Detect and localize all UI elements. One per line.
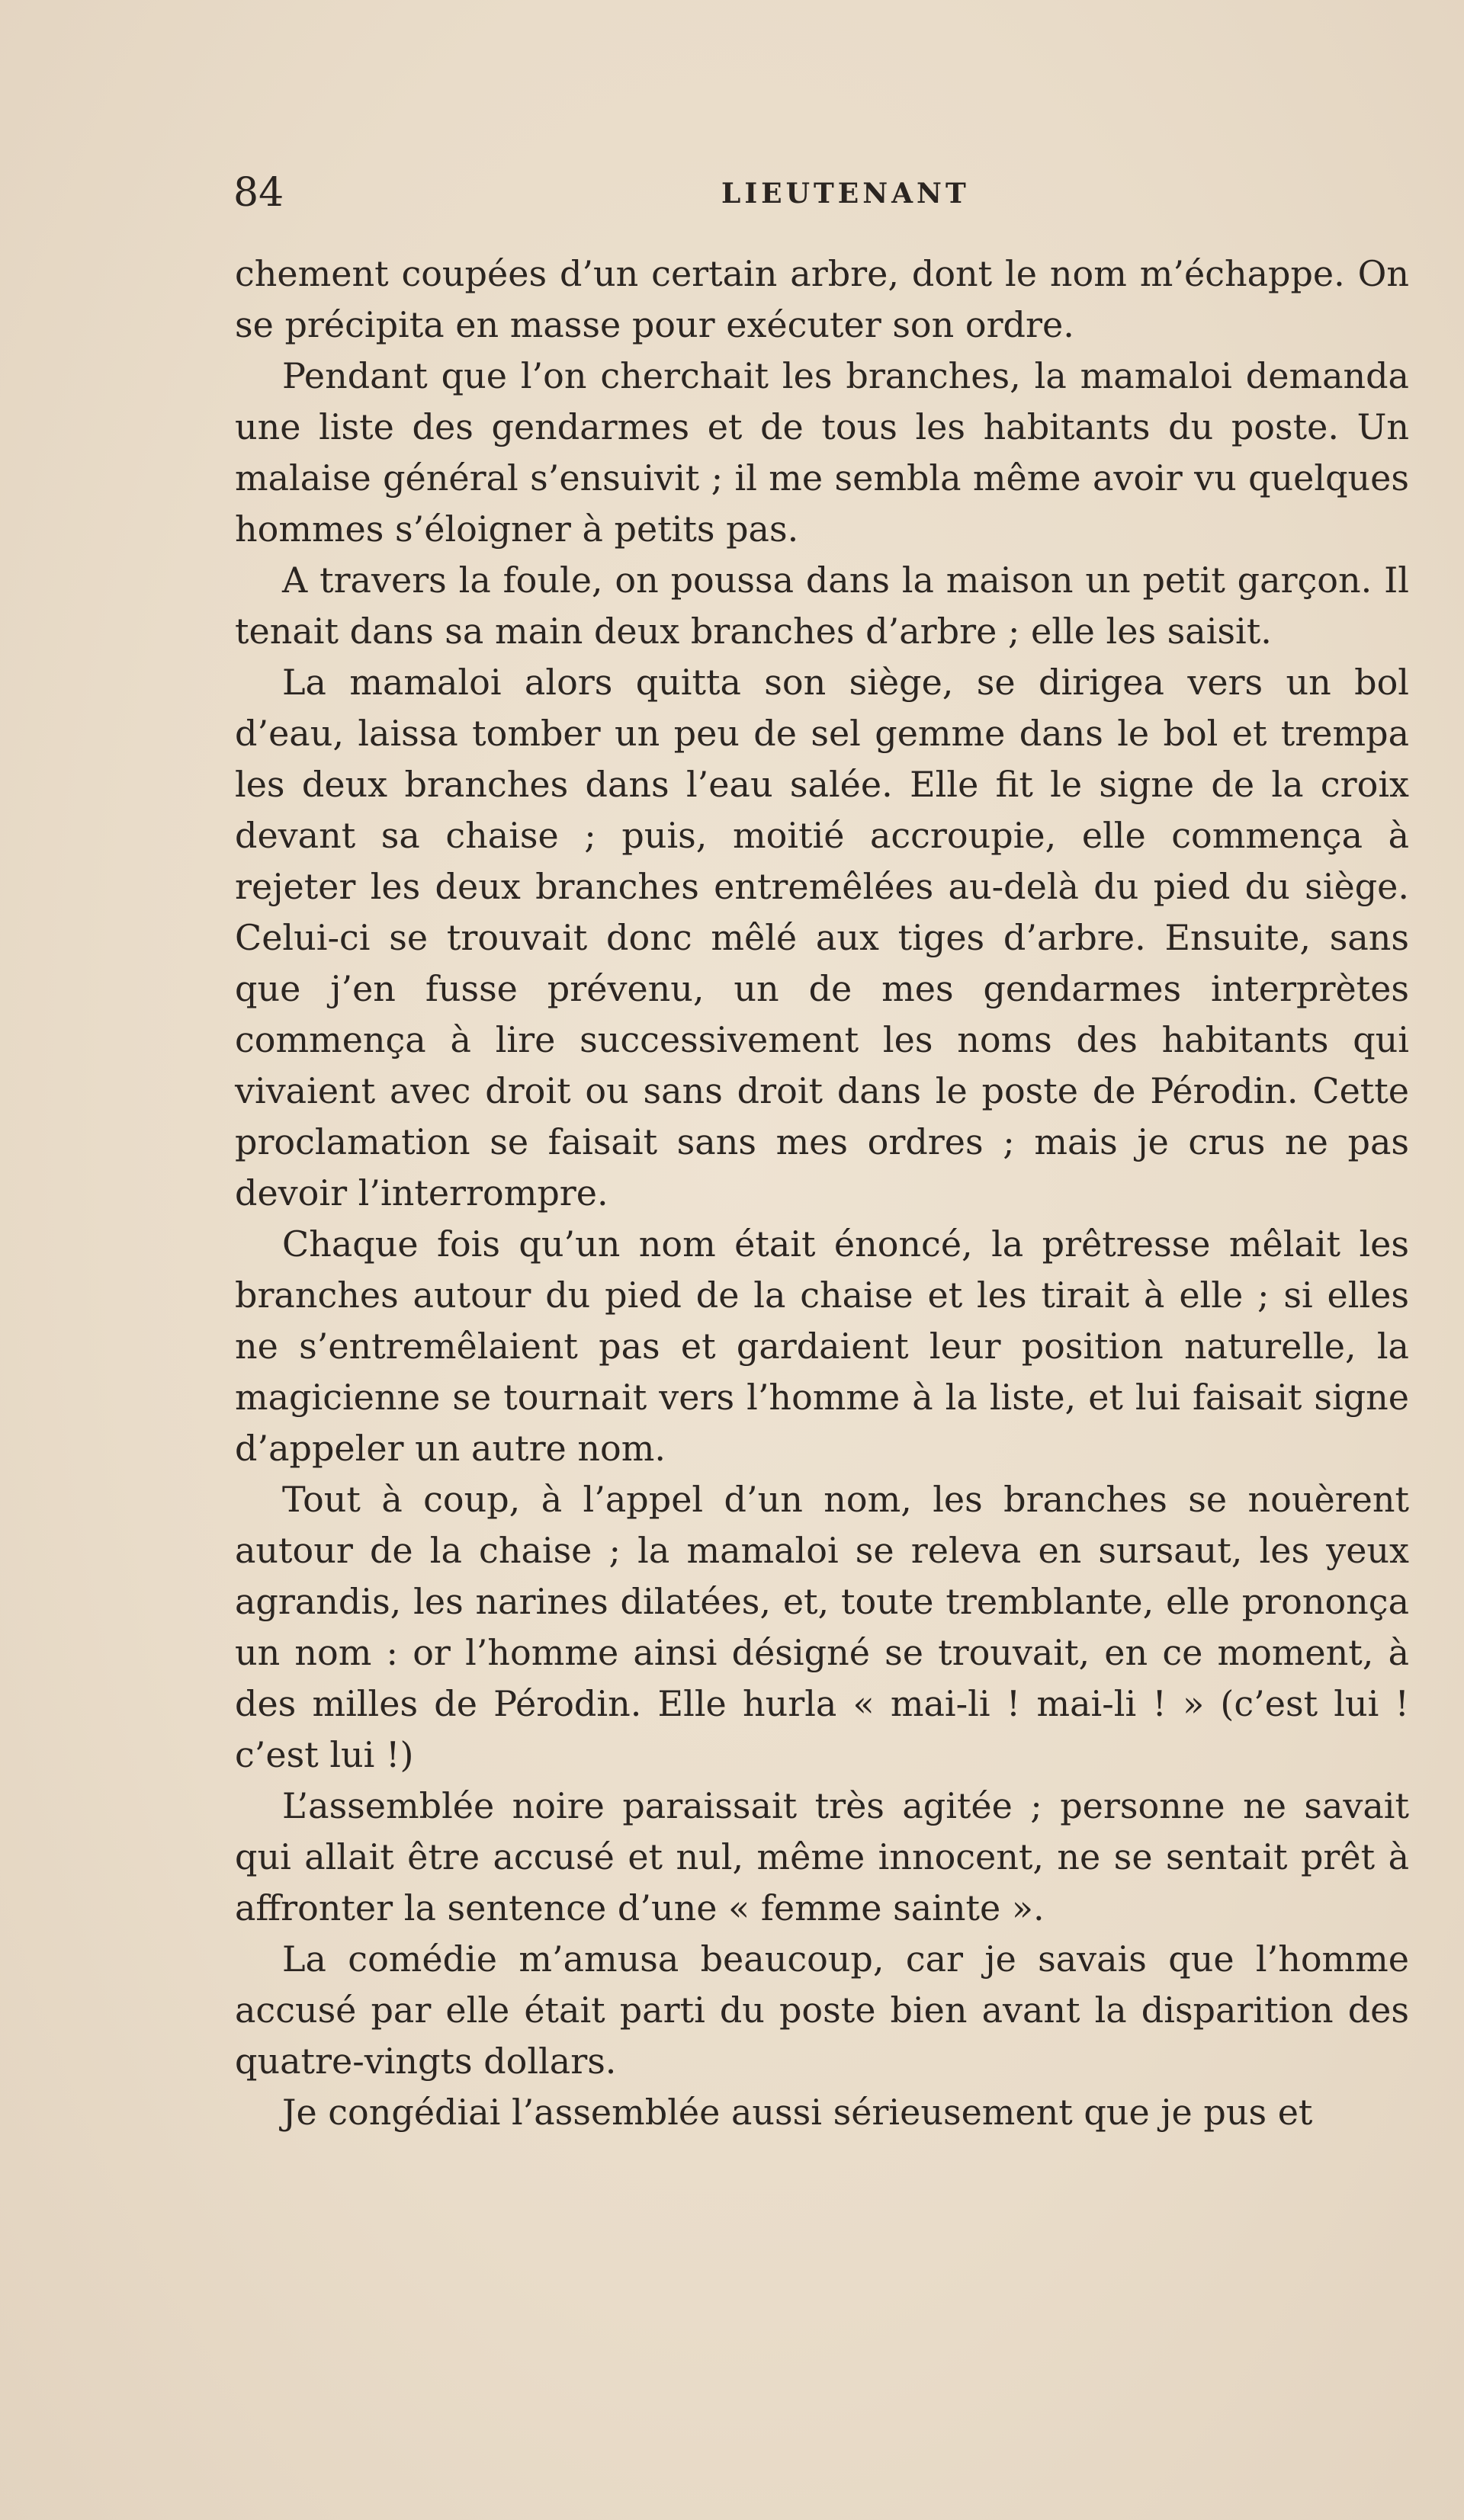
- body-text: [235, 248, 1409, 2138]
- page-header: [233, 166, 1408, 220]
- paragraph: La mamaloi alors quitta son siège, se dirigea vers un bol d’eau, laissa tomber un peu de sel gemme dans le bol et trempa les deux branches dans l’eau salée. Elle fit le signe de la croix devant sa chaise ; puis, moitié accroupie, elle commença à rejeter les deux branches entremêlées au-delà du pied du siège. Celui-ci se trouvait donc mêlé aux tiges d’arbre. Ensuite, sans que j’en fusse prévenu, un de mes gendarmes interprètes commença à lire successivement les noms des habitants qui vivaient avec droit ou sans droit dans le poste de Pérodin. Cette proclamation se faisait sans mes ordres ; mais je crus ne pas devoir l’interrompre.: [235, 662, 1409, 1214]
- paragraph: Tout à coup, à l’appel d’un nom, les branches se nouèrent autour de la chaise ; la mamaloi se releva en sursaut, les yeux agrandis, les narines dilatées, et, toute tremblante, elle prononça un nom : or l’homme ainsi désigné se trouvait, en ce moment, à des milles de Pérodin. Elle hurla « mai-li ! mai-li ! » (c’est lui ! c’est lui !): [235, 1479, 1409, 1775]
- page-number: 84: [233, 170, 284, 216]
- paragraph: Pendant que l’on cherchait les branches, la mamaloi demanda une liste des gendarmes et de tous les habitants du poste. Un malaise général s’ensuivit ; il me sembla même avoir vu quelques hommes s’éloigner à petits pas.: [235, 355, 1409, 550]
- paragraph: chement coupées d’un certain arbre, dont le nom m’échappe. On se précipita en masse pour exécuter son ordre.: [235, 253, 1409, 345]
- paragraph: Je congédiai l’assemblée aussi sérieusement que je pus et: [282, 2092, 1313, 2133]
- paragraph: La comédie m’amusa beaucoup, car je savais que l’homme accusé par elle était parti du poste bien avant la disparition des quatre-vingts dollars.: [235, 1938, 1409, 2082]
- paragraph: A travers la foule, on poussa dans la maison un petit garçon. Il tenait dans sa main deux branches d’arbre ; elle les saisit.: [235, 559, 1409, 652]
- running-head: LIEUTENANT: [721, 178, 970, 210]
- paragraph: Chaque fois qu’un nom était énoncé, la prêtresse mêlait les branches autour du pied de la chaise et les tirait à elle ; si elles ne s’entremêlaient pas et gardaient leur position naturelle, la magicienne se tournait vers l’homme à la liste, et lui faisait signe d’appeler un autre nom.: [235, 1223, 1409, 1469]
- paragraph: L’assemblée noire paraissait très agitée ; personne ne savait qui allait être accusé et nul, même innocent, ne se sentait prêt à affronter la sentence d’une « femme sainte ».: [235, 1785, 1409, 1928]
